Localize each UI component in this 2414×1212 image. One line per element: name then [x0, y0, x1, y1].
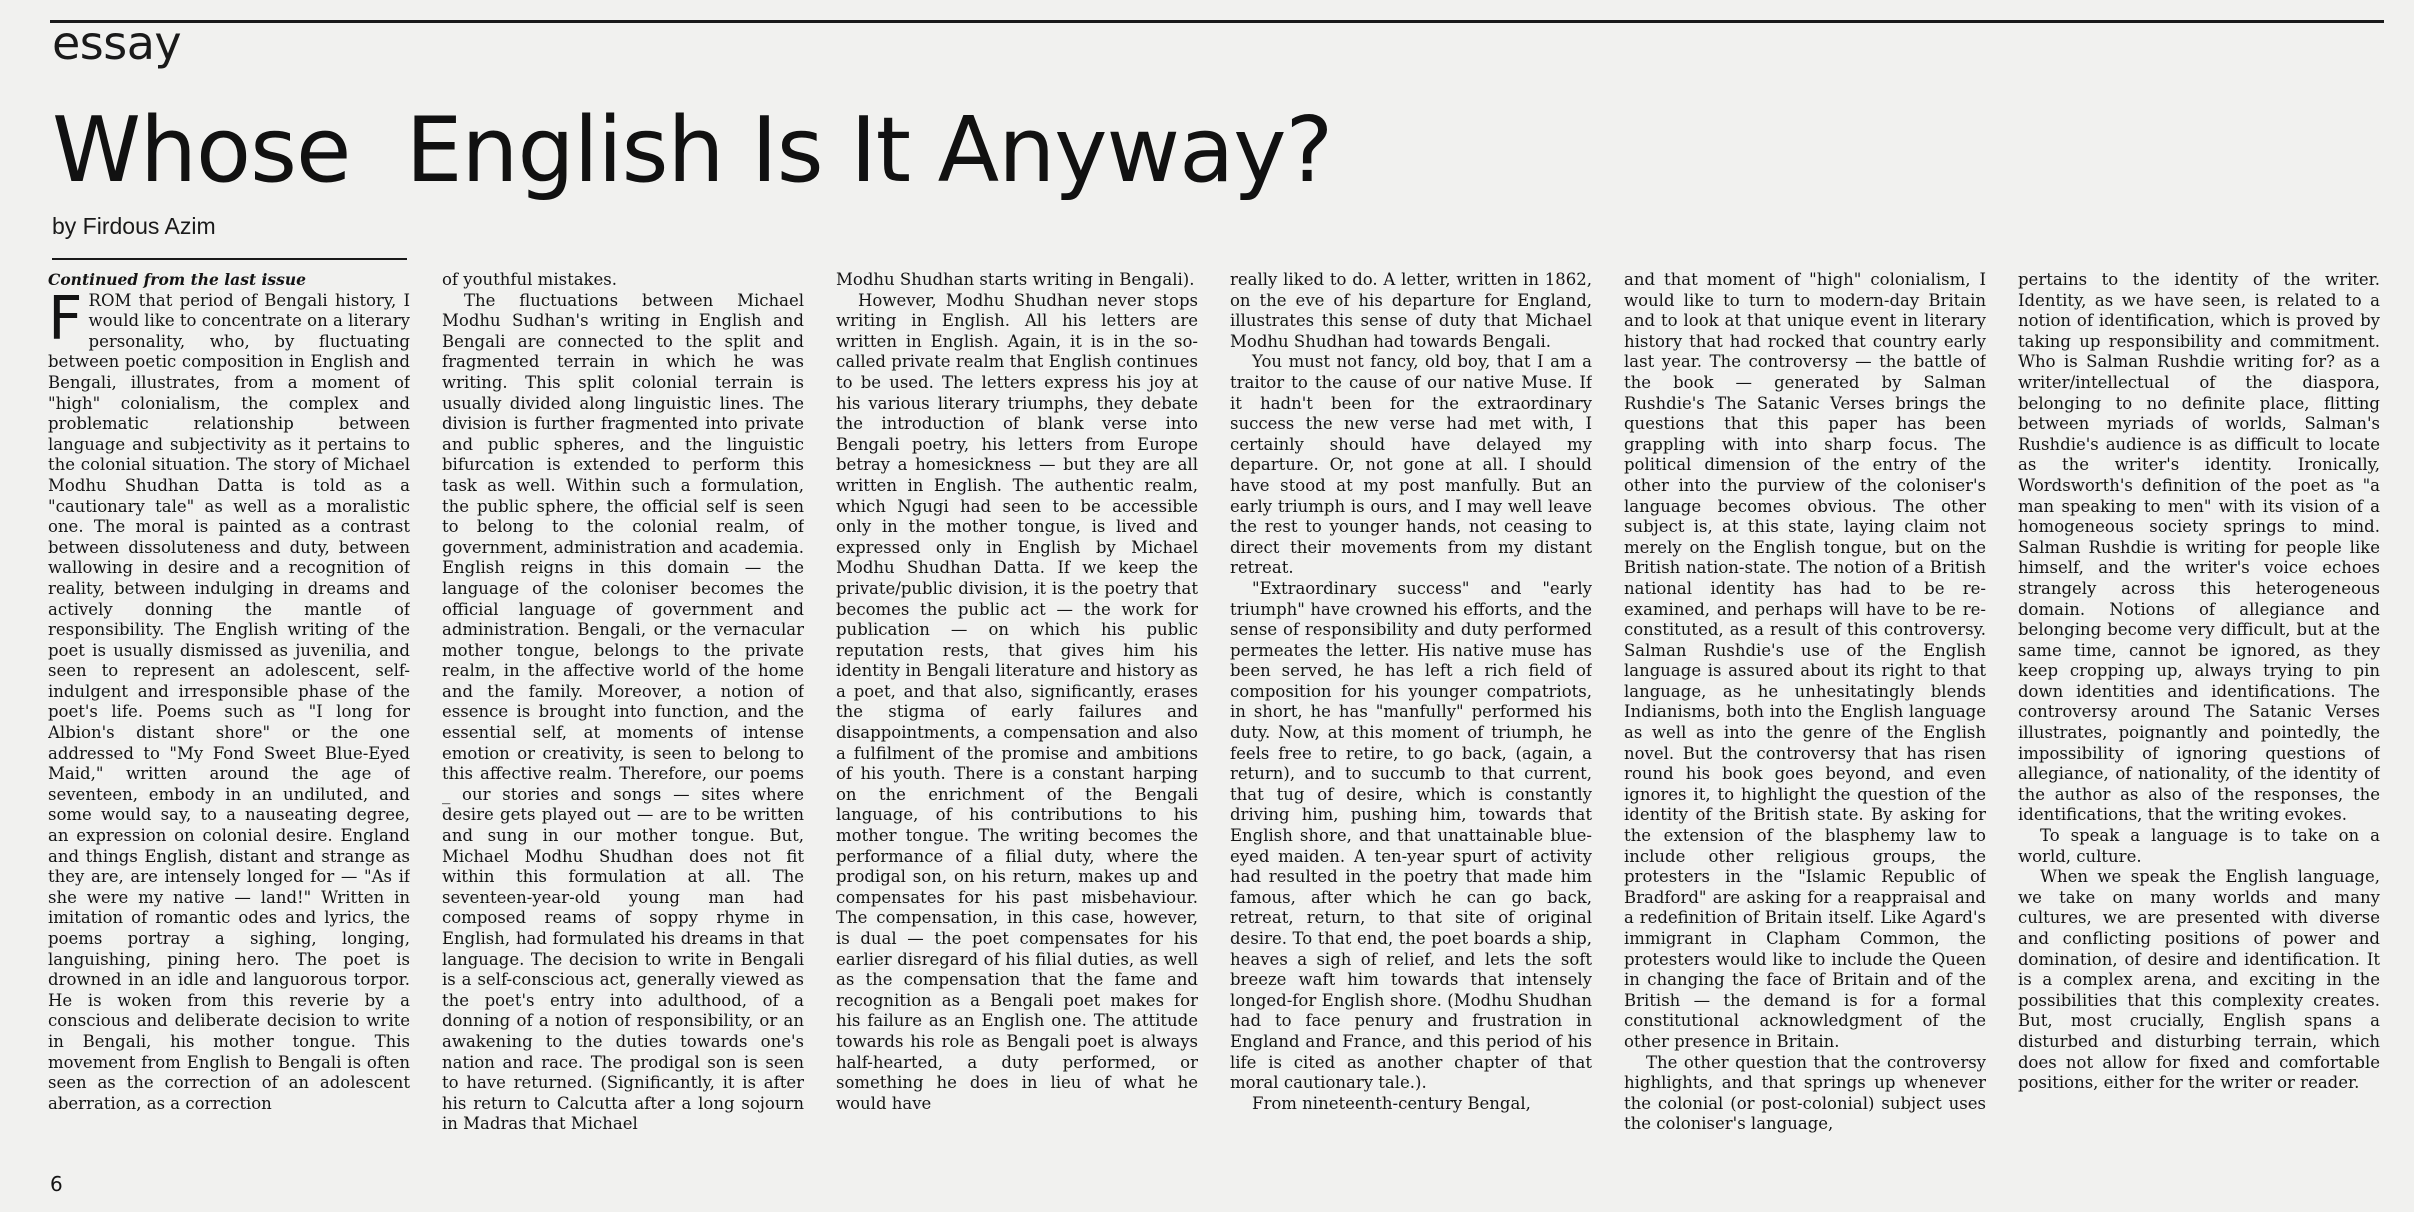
- byline: by Firdous Azim: [52, 213, 216, 239]
- article-column-5: [1624, 270, 1986, 1170]
- paragraph: The other question that the controversy highlights, and that springs up whenever the colonial (or post-colonial) subject uses the coloniser's language,: [1624, 1052, 1986, 1134]
- paragraph: really liked to do. A letter, written in 1862, on the eve of his departure for England, illustrates this sense of duty that Michael Modhu Shudhan had towards Bengali.: [1230, 270, 1592, 351]
- paragraph: Modhu Shudhan starts writing in Bengali).: [836, 270, 1195, 289]
- paragraph-text: ROM that period of Bengali history, I would like to concentrate on a literary personality, who, by fluctuating between poetic composition in English and Bengali, illustrates, from a moment of "high" colonialism, the complex and problematic relationship between language and subjectivity as it pertains to the colonial situation. The story of Michael Modhu Shudhan Datta is told as a "cautionary tale" as well as a moralistic one. The moral is painted as a contrast between dissoluteness and duty, between wallowing in desire and a recognition of reality, between indulging in dreams and actively donning the mantle of responsibility. The English writing of the poet is usually dismissed as juvenilia, and seen to represent an adolescent, self-indulgent and irresponsible phase of the poet's life. Poems such as "I long for Albion's distant shore" or the one addressed to "My Fond Sweet Blue-Eyed Maid," written around the age of seventeen, embody in an undiluted, and some would say, to a nauseating degree, an expression on colonial desire. England and things English, distant and strange as they are, are intensely longed for — "As if she were my native — land!" Written in imitation of romantic odes and lyrics, the poems portray a sighing, longing, languishing, pining hero. The poet is drowned in an idle and languorous torpor. He is woken from this reverie by a conscious and deliberate decision to write in Bengali, his mother tongue. This movement from English to Bengali is often seen as the correction of an adolescent aberration, as a correction: [48, 290, 410, 1113]
- paragraph: pertains to the identity of the writer. Identity, as we have seen, is related to a notion of identification, which is proved by taking up responsibility and commitment. Who is Salman Rushdie writing for? as a writer/intellectual of the diaspora, belonging to no definite place, flitting between myriads of worlds, Salman's Rushdie's audience is as difficult to locate as the writer's identity. Ironically, Wordsworth's definition of the poet as "a man speaking to men" with its vision of a homogeneous society springs to mind. Salman Rushdie is writing for people like himself, and the writer's voice echoes strangely across this heterogeneous domain. Notions of allegiance and belonging become very difficult, but at the same time, cannot be ignored, as they keep cropping up, always trying to pin down identities and identifications. The controversy around The Satanic Verses illustrates, poignantly and pointedly, the impossibility of ignoring questions of allegiance, of nationality, of the identity of the author as also of the responses, the identifications, that the writing evokes.: [2018, 270, 2380, 825]
- article-column-6: [2018, 270, 2380, 1170]
- paragraph: The fluctuations between Michael Modhu Sudhan's writing in English and Bengali are connected to the split and fragmented terrain in which he was writing. This split colonial terrain is usually divided along linguistic lines. The division is further fragmented into private and public spheres, and the linguistic bifurcation is extended to perform this task as well. Within such a formulation, the public sphere, the official self is seen to belong to the colonial realm, of government, administration and academia. English reigns in this domain — the language of the coloniser becomes the official language of government and administration. Bengali, or the vernacular mother tongue, belongs to the private realm, in the affective world of the home and the family. Moreover, a notion of essence is brought into function, and the essential self, at moments of intense emotion or creativity, is seen to belong to this affective realm. Therefore, our poems _ our stories and songs — sites where desire gets played out — are to be written and sung in our mother tongue. But, Michael Modhu Shudhan does not fit within this formulation at all. The seventeen-year-old young man had composed reams of soppy rhyme in English, had formulated his dreams in that language. The decision to write in Bengali is a self-conscious act, generally viewed as the poet's entry into adulthood, of a donning of a notion of responsibility, or an awakening to the duties towards one's nation and race. The prodigal son is seen to have returned. (Significantly, it is after his return to Calcutta after a long sojourn in Madras that Michael: [442, 290, 804, 1134]
- continued-note: Continued from the last issue: [48, 270, 306, 289]
- paragraph: To speak a language is to take on a world, culture.: [2018, 826, 2380, 866]
- byline-rule: [52, 258, 407, 260]
- top-rule: [50, 20, 2384, 23]
- paragraph: [48, 283, 410, 1115]
- page-number: 6: [50, 1172, 63, 1196]
- paragraph: of youthful mistakes.: [442, 270, 618, 289]
- article-column-4: [1230, 270, 1592, 1170]
- article-column-2: [442, 270, 804, 1170]
- paragraph: When we speak the English language, we take on many worlds and many cultures, we are presented with diverse and conflicting positions of power and domination, of desire and identification. It is a complex arena, and exciting in the possibilities that this complexity creates. But, most crucially, English spans a disturbed and disturbing terrain, which does not allow for fixed and comfortable positions, either for the writer or reader.: [2018, 867, 2380, 1093]
- paragraph: "Extraordinary success" and "early triumph" have crowned his efforts, and the sense of responsibility and duty performed permeates the letter. His native muse has been served, he has left a rich field of composition for his younger compatriots, in short, he has "manfully" performed his duty. Now, at this moment of triumph, he feels free to retire, to go back, (again, a return), and to succumb to that current, that tug of desire, which is constantly driving him, pushing him, towards that English shore, and that unattainable blue-eyed maiden. A ten-year spurt of activity had resulted in the poetry that made him famous, after which he can go back, retreat, return, to that site of original desire. To that end, the poet boards a ship, heaves a sigh of relief, and lets the soft breeze waft him towards that intensely longed-for English shore. (Modhu Shudhan had to face penury and frustration in England and France, and this period of his life is cited as another chapter of that moral cautionary tale.).: [1230, 578, 1592, 1093]
- article-column-3: [836, 270, 1198, 1170]
- paragraph: However, Modhu Shudhan never stops writing in English. All his letters are written in English. Again, it is in the so-called private realm that English continues to be used. The letters express his joy at his various literary triumphs, they debate the introduction of blank verse into Bengali poetry, his letters from Europe betray a homesickness — but they are all written in English. The authentic realm, which Ngugi had seen to be accessible only in the mother tongue, is lived and expressed only in English by Michael Modhu Shudhan Datta. If we keep the private/public division, it is the poetry that becomes the public act — the work for publication — on which his public reputation rests, that gives him his identity in Bengali literature and history as a poet, and that also, significantly, erases the stigma of early failures and disappointments, a compensation and also a fulfilment of the promise and ambitions of his youth. There is a constant harping on the enrichment of the Bengali language, of his contributions to his mother tongue. The writing becomes the performance of a filial duty, where the prodigal son, on his return, makes up and compensates for his past misbehaviour. The compensation, in this case, however, is dual — the poet compensates for his earlier disregard of his filial duties, as well as the compensation that the fame and recognition as a Bengali poet makes for his failure as an English one. The attitude towards his role as Bengali poet is always half-hearted, a duty performed, or something he does in lieu of what he would have: [836, 290, 1198, 1113]
- quote-paragraph: You must not fancy, old boy, that I am a traitor to the cause of our native Muse. If it hadn't been for the extraordinary success the new verse had met with, I certainly should have delayed my departure. Or, not gone at all. I should have stood at my post manfully. But an early triumph is ours, and I may well leave the rest to younger hands, not ceasing to direct their movements from my distant retreat.: [1230, 352, 1592, 578]
- paragraph: and that moment of "high" colonialism, I would like to turn to modern-day Britain and to look at that unique event in literary history that had rocked that country early last year. The controversy — the battle of the book — generated by Salman Rushdie's The Satanic Verses brings the questions that this paper has been grappling with into sharp focus. The political dimension of the entry of the other into the purview of the coloniser's language becomes obvious. The other subject is, at this state, laying claim not merely on the English tongue, but on the British nation-state. The notion of a British national identity has had to be re-examined, and perhaps will have to be re-constituted, as a result of this controversy. Salman Rushdie's use of the English language is assured about its right to that language, as he unhesitatingly blends Indianisms, both into the English language as well as into the genre of the English novel. But the controversy that has risen round his book goes beyond, and even ignores it, to highlight the question of the identity of the British state. By asking for the extension of the blasphemy law to include other religious groups, the protesters in the "Islamic Republic of Bradford" are asking for a reappraisal and a redefinition of Britain itself. Like Agard's immigrant in Clapham Common, the protesters would like to include the Queen in changing the face of Britain and of the British — the demand is for a formal constitutional acknowledgment of the other presence in Britain.: [1624, 270, 1986, 1051]
- paragraph: From nineteenth-century Bengal,: [1252, 1093, 1531, 1113]
- article-column-1: [48, 270, 410, 1170]
- headline: Whose English Is It Anyway?: [52, 98, 1333, 203]
- section-label: essay: [52, 16, 182, 70]
- drop-cap: F: [48, 283, 83, 354]
- article-columns: [48, 270, 2380, 1180]
